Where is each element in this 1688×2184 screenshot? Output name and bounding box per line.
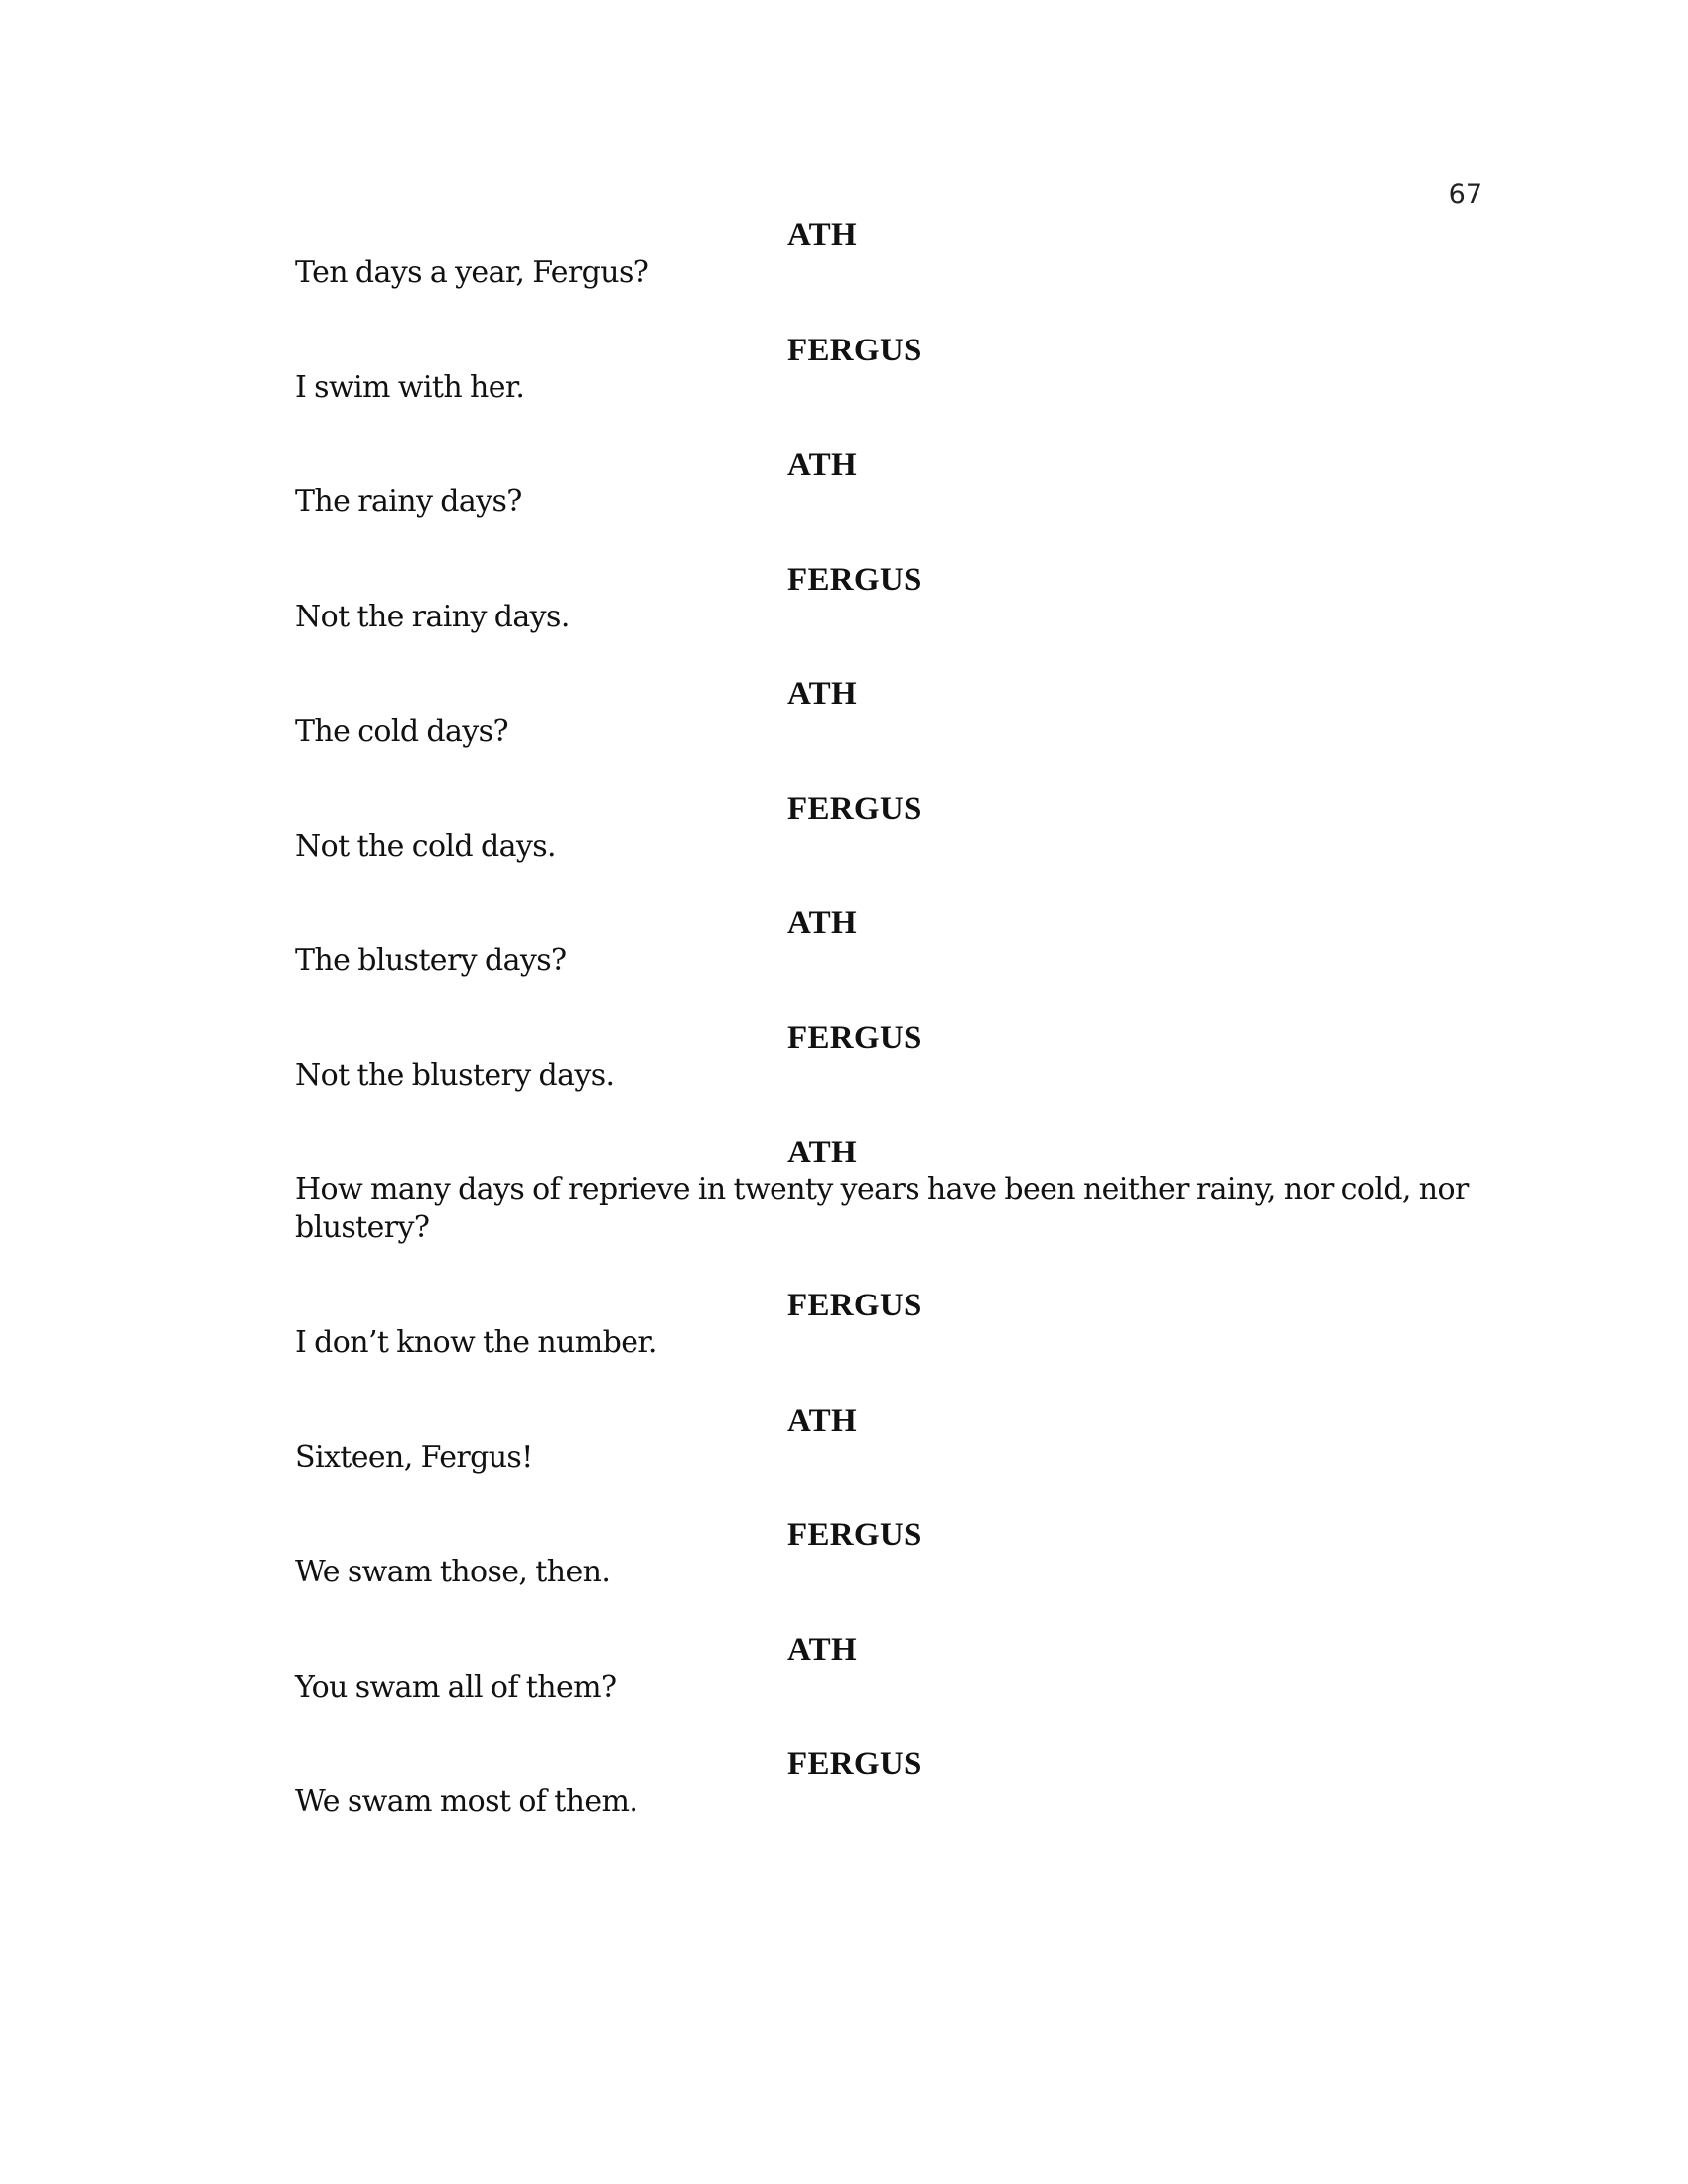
dialogue-exchange bbox=[295, 1287, 1486, 1402]
speaker-name: FERGUS bbox=[787, 1288, 922, 1323]
speaker-name: ATH bbox=[787, 1402, 857, 1438]
dialogue-exchange bbox=[295, 675, 1486, 790]
dialogue-line: I don’t know the number. bbox=[295, 1325, 657, 1360]
speaker-name: FERGUS bbox=[787, 561, 922, 598]
speaker-name: ATH bbox=[787, 1135, 857, 1170]
dialogue-line: We swam most of them. bbox=[295, 1784, 638, 1819]
dialogue-line: Not the blustery days. bbox=[295, 1057, 615, 1093]
speaker-name: FERGUS bbox=[787, 332, 922, 368]
speaker-name: FERGUS bbox=[787, 1746, 922, 1782]
speaker-name: ATH bbox=[787, 1631, 857, 1668]
dialogue-line: Ten days a year, Fergus? bbox=[295, 255, 649, 290]
dialogue-line: Not the cold days. bbox=[295, 828, 556, 864]
dialogue-exchange bbox=[295, 446, 1486, 561]
dialogue-line: Not the rainy days. bbox=[295, 599, 570, 634]
dialogue-line: I swim with her. bbox=[295, 369, 525, 405]
dialogue-exchange bbox=[295, 1745, 1486, 1860]
dialogue-exchange bbox=[295, 790, 1486, 905]
dialogue-exchange bbox=[295, 216, 1486, 332]
dialogue-line: You swam all of them? bbox=[295, 1669, 617, 1705]
speaker-name: FERGUS bbox=[787, 1020, 922, 1056]
dialogue-line: The rainy days? bbox=[295, 484, 522, 519]
dialogue-line: How many days of reprieve in twenty years have been neither rainy, nor cold, nor blustery? bbox=[295, 1172, 1469, 1245]
dialogue-exchange bbox=[295, 1134, 1486, 1287]
speaker-name: ATH bbox=[787, 217, 857, 253]
dialogue-exchange bbox=[295, 1402, 1486, 1517]
speaker-name: FERGUS bbox=[787, 790, 922, 827]
dialogue-line: The cold days? bbox=[295, 714, 508, 749]
script-dialogue bbox=[295, 216, 1486, 1860]
speaker-name: FERGUS bbox=[787, 1517, 922, 1553]
dialogue-exchange bbox=[295, 1631, 1486, 1746]
dialogue-exchange bbox=[295, 1516, 1486, 1631]
dialogue-exchange bbox=[295, 332, 1486, 447]
speaker-name: ATH bbox=[787, 676, 857, 712]
speaker-name: ATH bbox=[787, 447, 857, 482]
page-number: 67 bbox=[1448, 179, 1482, 209]
dialogue-exchange bbox=[295, 904, 1486, 1020]
dialogue-line: We swam those, then. bbox=[295, 1555, 611, 1589]
dialogue-line: The blustery days? bbox=[295, 943, 567, 978]
dialogue-line: Sixteen, Fergus! bbox=[295, 1439, 533, 1475]
speaker-name: ATH bbox=[787, 905, 857, 941]
dialogue-exchange bbox=[295, 1020, 1486, 1135]
dialogue-exchange bbox=[295, 561, 1486, 676]
